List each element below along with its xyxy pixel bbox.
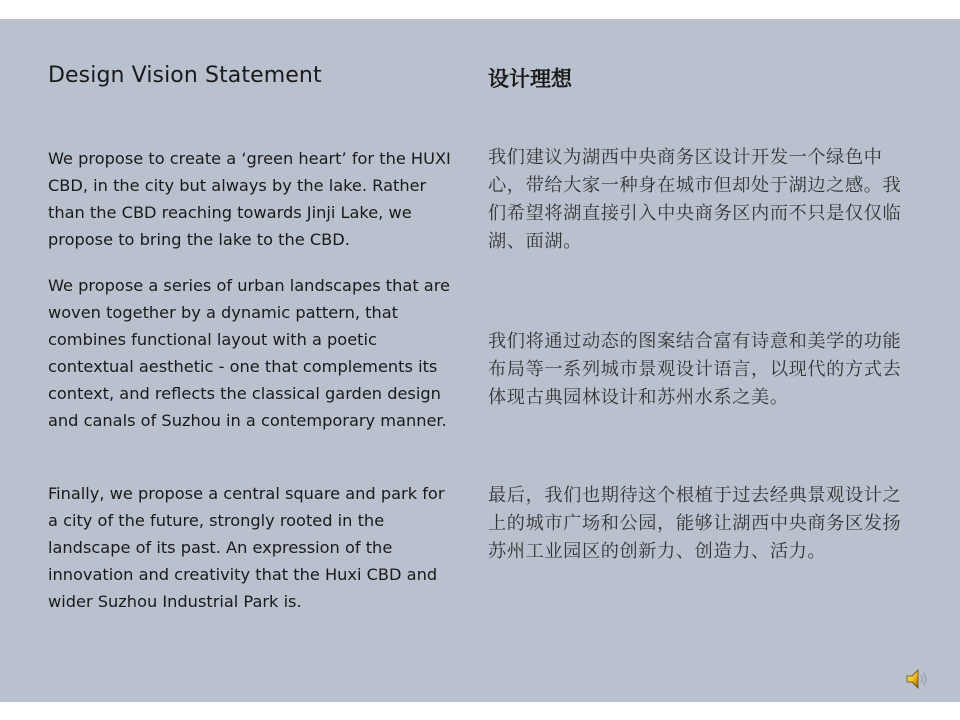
- english-paragraph-3: Finally, we propose a central square and park for a city of the future, strongly rooted in the landscape of its past. An expression of the innovation and creativity that the Huxi CBD and wider Suzhou Industrial Park is.: [48, 484, 445, 611]
- chinese-column: [488, 19, 908, 702]
- chinese-paragraph-2: 我们将通过动态的图案结合富有诗意和美学的功能布局等一系列城市景观设计语言，以现代的方式去体现古典园林设计和苏州水系之美。: [488, 331, 902, 408]
- english-paragraph-2: We propose a series of urban landscapes that are woven together by a dynamic pattern, that combines functional layout with a poetic contextual aesthetic - one that complements its context, and reflects the classical garden design and canals of Suzhou in a contemporary manner.: [48, 276, 450, 430]
- chinese-title: 设计理想: [488, 67, 572, 91]
- english-title: Design Vision Statement: [48, 63, 322, 88]
- chinese-paragraph-1: 我们建议为湖西中央商务区设计开发一个绿色中心，带给大家一种身在城市但却处于湖边之感。我们希望将湖直接引入中央商务区内而不只是仅仅临湖、面湖。: [488, 147, 902, 252]
- chinese-paragraph-3: 最后，我们也期待这个根植于过去经典景观设计之上的城市广场和公园，能够让湖西中央商务区发扬苏州工业园区的创新力、创造力、活力。: [488, 485, 902, 562]
- english-column: [48, 19, 458, 702]
- speaker-icon[interactable]: [905, 667, 931, 691]
- slide: [0, 19, 960, 702]
- english-paragraph-1: We propose to create a ‘green heart’ for the HUXI CBD, in the city but always by the lake. Rather than the CBD reaching towards Jinji Lake, we propose to bring the lake to the CBD.: [48, 149, 451, 249]
